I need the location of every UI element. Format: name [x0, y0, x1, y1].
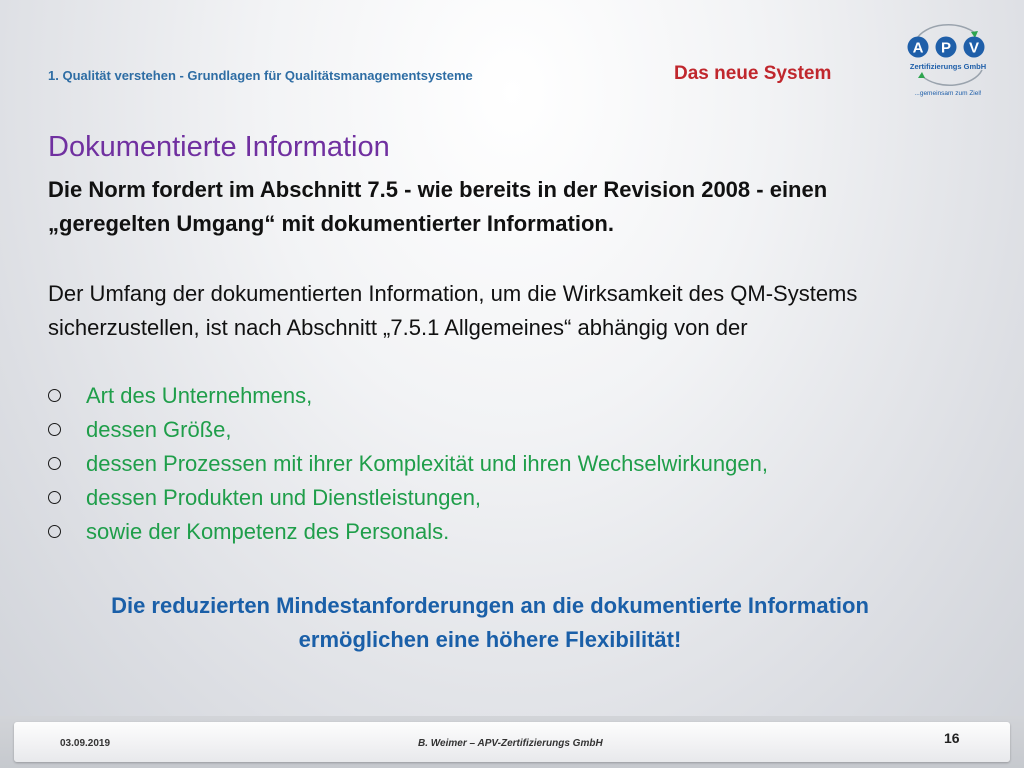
list-item: [48, 515, 768, 549]
logo-slogan: ...gemeinsam zum Ziel!: [914, 90, 982, 97]
list-item-text: sowie der Kompetenz des Personals.: [86, 519, 450, 544]
body-text: Der Umfang der dokumentierten Information, um die Wirksamkeit des QM-Systems sicherzustellen, ist nach Abschnitt „7.5.1 Allgemeines“ abhängig von der: [48, 281, 858, 340]
list-item: [48, 413, 768, 447]
list-item: [48, 447, 768, 481]
intro-text: Die Norm fordert im Abschnitt 7.5 - wie bereits in der Revision 2008 - einen „geregelten Umgang“ mit dokumentierter Information.: [48, 177, 828, 236]
list-item-text: dessen Größe,: [86, 417, 232, 442]
logo-letter-v: V: [968, 39, 980, 57]
section-tag: Das neue System: [674, 63, 832, 84]
footer-date: 03.09.2019: [60, 738, 111, 749]
logo-company: Zertifizierungs GmbH: [909, 62, 987, 71]
bullet-list: [48, 379, 768, 549]
circle-bullet-icon: [48, 389, 61, 402]
list-item-text: dessen Produkten und Dienstleistungen,: [86, 485, 482, 510]
breadcrumb: 1. Qualität verstehen - Grundlagen für Qualitätsmanagementsysteme: [48, 68, 473, 83]
circle-bullet-icon: [48, 423, 61, 436]
conclusion-text: Die reduzierten Mindestanforderungen an die dokumentierte Information ermöglichen eine höhere Flexibilität!: [111, 593, 869, 652]
circle-bullet-icon: [48, 457, 61, 470]
logo-letter-a: A: [912, 39, 924, 57]
page-number: 16: [944, 730, 960, 746]
circle-bullet-icon: [48, 491, 61, 504]
list-item-text: Art des Unternehmens,: [86, 383, 313, 408]
list-item: [48, 379, 768, 413]
circle-bullet-icon: [48, 525, 61, 538]
logo-letter-p: P: [940, 39, 952, 57]
footer-author: B. Weimer – APV-Zertifizierungs GmbH: [418, 738, 603, 749]
apv-logo: [898, 18, 998, 100]
list-item-text: dessen Prozessen mit ihrer Komplexität und ihren Wechselwirkungen,: [86, 451, 768, 476]
list-item: [48, 481, 768, 515]
slide-title: Dokumentierte Information: [48, 131, 390, 163]
